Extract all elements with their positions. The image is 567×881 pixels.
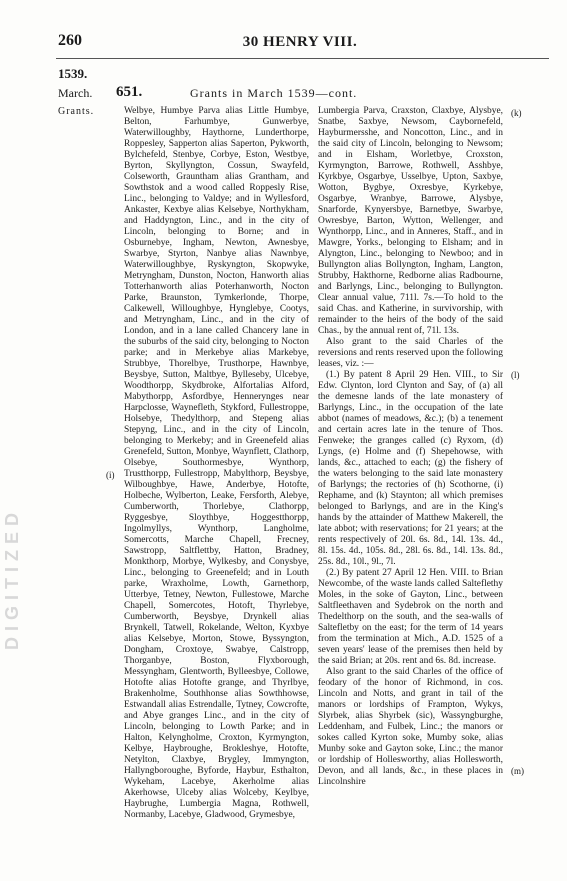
margin-note-m: (m) [511,766,524,776]
margin-note-k: (k) [511,108,522,118]
right-paragraph-2: Also grant to the said Charles of the reversions and rents reserved upon the following leases, viz. :— [318,337,503,369]
left-column-text: Welbye, Humbye Parva alias Little Humbye, Belton, Farhumbye, Gunwerbye, Waterwilloughby, Haythorne, Lunderthorpe, Roppesley, Sapperton alias Saperton, Pykworth, Bylchefeld, Stenbye, Corbye, Eston, Westbye, Byrton, Skyllyngton, Cossun, Swayfeld, Colseworth, Grauntham alias Grantham, and Sowthstok and a wood called Roppesly Rise, Linc., belonging to Valdye; and in Wyllesford, Ankaster, Kexbye alias Kelsebye, Northykham, and Haddyngton, Linc., and in the city of Lincoln, belonging to Borne; and in Osburnebye, Ingham, Newton, Awnesbye, Swarbye, Styrton, Nanbye alias Nawnbye, Waterwilloughbye, Ryskyngton, Skopwyke, Metryngham, Dunston, Nocton, Hanworth alias Totterhanworth alias Poterhanworth, Nocton Parke, Braunston, Tymkerlonde, Thorpe, Calkewell, Willoughbye, Hynglebye, Cootys, and Metryngham, Linc., and in the city of London, and in a lane called Chancery lane in the suburbs of the said city, belonging to Nocton parke; and in Merkebye alias Markebye, Strubbye, Thorelbye, Trusthorpe, Hawnbye, Beysbye, Sutton, Maltbye, Bylleseby, Ulcebye, Woodthorpp, Skydbroke, Alfortalias Alford, Mabythorpp, Asfordbye, Hennerynges near Harpclosse, Waynefleth, Stykford, Fullestroppe, Holsebye, Thedylthorp, and Stepeng alias Stepyng, Linc., and in the city of Lincoln, belonging to Merkeby; and in Greenefeld alias Grenefeld, Sutton, Monbye, Waynflett, Clathorp, Olsebye, Southormesbye, Wynthorp, Trustthorpp, Fullestropp, Mabylthorp, Beysbye, Wilboughbye, Hawe, Anderbye, Hotofte, Holbeche, Wylberton, Leake, Fersforth, Alebye, Cumberworth, Thorlebye, Clathorpp, Ryggesbye, Sloythbye, Hoggestthorpp, Ingolmyllys, Wynthorp, Langholme, Somercotts, Marche Chapell, Frecney, Sawstropp, Saltflettby, Hatton, Bradney, Monkthorp, Morbye, Wylkesby, and Conysbye, Linc., belonging to Greenefeld; and in Louth parke, Wraxholme, Lowth, Garnethorp, Utterbye, Tetney, Newton, Fullestowe, Marche Chapell, Somercotes, Hotoft, Thyrlebye, Cumberworth, Beysbye, Drynkell alias Brynkell, Tatwell, Rokelande, Welton, Kyxbye alias Kelsebye, Morton, Stowe, Byssyngton, Dongham, Croxtoye, Swabye, Calstropp, Thorganbye, Boston, Flyxborough, Messyngham, Glentworth, Bylleesbye, Collowe, Hotofte alias Hotofte grange, and Thyrlbye, Brakenholme, Southhonse alias Sowthhowse, Estwandall alias Estrendalle, Tytney, Cowcrofte, and Abye granges Linc., and in the city of Lincoln, belonging to Lowth Parke; and in Halton, Kelyngholme, Croxton, Kyrmyngton, Kelbye, Haybroughe, Brokleshye, Hotofte, Netylton, Claxbye, Brygley, Immyngton, Hallyngboroughe, Byforde, Haybur, Esthalton, Wykeham, Lacebye, Akerholme alias Akerhowse, Ulceby alias Wolceby, Keylbye, Haybrughe, Lumbergia Magna, Rothwell, Normanby, Lacebye, Gladwood, Grymesbye, [124,106,309,820]
section-title: Grants in March 1539—cont. [190,86,358,100]
sidebar-month: March. [58,86,93,100]
margin-note-l: (l) [511,370,520,380]
sidebar-year: 1539. [58,66,88,81]
watermark-stamp: DIGITIZED [2,507,22,650]
sidebar-category: Grants. [58,106,95,117]
right-paragraph-4: (2.) By patent 27 April 12 Hen. VIII. to Brian Newcombe, of the waste lands called Salteflethy Moles, in the soke of Gayton, Linc., between Saltfleethaven and Sydebrok on the north and Thedelthorp on the south, and the sea-walls of Saltefletby on the east; for the term of 14 years from the termination at Mich., A.D. 1525 of a seven years' lease of the premises then held by the said Brian; at 20s. rent and 6s. 8d. increase. [318,568,503,666]
entry-number: 651. [116,84,143,100]
right-paragraph-3: (1.) By patent 8 April 29 Hen. VIII., to Sir Edw. Clynton, lord Clynton and Say, of (a) all the demesne lands of the late monastery of Barlyngs, Linc., in the occupation of the late abbot (names of meadows, &c.); (b) a tenement and certain acres late in the tenure of Thos. Fenweke; the granges called (c) Ryxom, (d) Lyngs, (e) Holme and (f) Shepehowse, with lands, &c., attached to each; (g) the fishery of the waters belonging to the said late monastery of Barlyngs; the rectories of (h) Scothorne, (i) Rephame, and (k) Staynton; all which premises belonged to Barlyngs, and are in the King's hands by the attainder of Matthew Makerell, the late abbot; with reservations; for 21 years; at the rents respectively of 20l. 6s. 8d., 14l. 13s. 4d., 8l. 15s. 4d., 105s. 8d., 28l. 6s. 8d., 14l. 13s. 8d., 25s. 8d., 10l., 9l., 7l. [318,370,503,567]
right-paragraph-5: Also grant to the said Charles of the office of feodary of the honor of Richmond, in cos. Lincoln and Notts, and grant in tail of the manors or lordships of Frampton, Wykys, Slyrbek, alias Shyrbek (sic), Wassyngburghe, Leddenham, and Fulbek, Linc.; the manors or sokes called Kyrton soke, Mumby soke, alias Munby soke and Gayton soke, Linc.; the manor or lordship of Hollesworthy, alias Hollesworth, Devon, and all lands, &c., in these places in Lincolnshire [318,667,503,787]
margin-note-i: (i) [106,470,115,480]
right-paragraph-1: Lumbergia Parva, Craxston, Claxbye, Alysbye, Snatbe, Saxbye, Newsom, Caybornefeld, Hayburmersshe, and Noncotton, Linc., and in the said city of Lincoln, belonging to Newsom; and in Elsham, Worletbye, Croxston, Kyrmyngton, Barrowe, Rothwell, Asshbye, Kyrkbye, Osgarbye, Usselbye, Upton, Saxbye, Wotton, Bygbye, Oxresbye, Kyrkebye, Osgarbye, Wranbye, Barrowe, Alysbye, Snarforde, Kynyersbye, Barnetbye, Swarbye, Owresbye, Barton, Wytton, Wellenger, and Wynthorpp, Linc., and in Anneres, Staff., and in Mawgre, Yorks., belonging to Elsham; and in Alyngton, Linc., belonging to Newboo; and in Bullyngton alias Bollyngton, Ingham, Langton, Strubby, Hakthorne, Redborne alias Radbourne, and Barlyngs, Linc., belonging to Bullyngton. Clear annual value, 711l. 7s.—To hold to the said Chas. and Katherine, in survivorship, with remainder to the heirs of the body of the said Chas., by the annual rent of, 71l. 13s. [318,106,503,336]
header-rule [56,58,549,59]
left-column [124,106,309,821]
right-column [318,106,503,788]
page-number: 260 [58,32,82,49]
running-head: 30 HENRY VIII. [242,34,358,50]
